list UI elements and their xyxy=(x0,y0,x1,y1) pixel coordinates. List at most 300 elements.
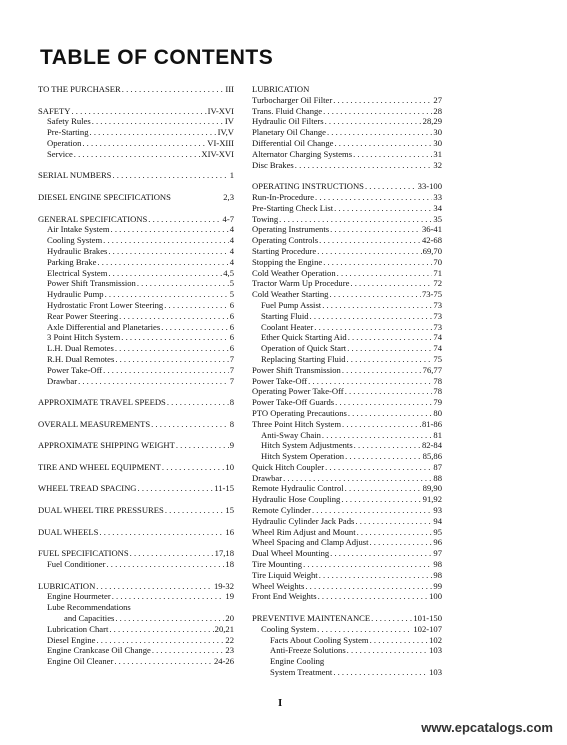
toc-entry-page: 18 xyxy=(225,559,234,570)
toc-entry[interactable] xyxy=(252,84,442,95)
toc-leader-dots xyxy=(122,84,225,95)
toc-entry-page: 15 xyxy=(225,505,234,516)
toc-spacer xyxy=(38,494,234,505)
toc-entry[interactable] xyxy=(252,278,442,289)
toc-spacer xyxy=(38,537,234,548)
toc-spacer xyxy=(38,160,234,171)
toc-leader-dots xyxy=(109,624,213,635)
toc-entry[interactable] xyxy=(252,559,442,570)
toc-entry[interactable] xyxy=(252,656,442,667)
toc-entry[interactable] xyxy=(252,106,442,117)
toc-entry[interactable] xyxy=(38,505,234,516)
toc-entry[interactable] xyxy=(38,224,234,235)
toc-entry[interactable] xyxy=(252,419,442,430)
toc-leader-dots xyxy=(318,591,429,602)
toc-entry-title: Hydraulic Cylinder Jack Pads xyxy=(252,515,355,526)
toc-entry-page: 102-107 xyxy=(413,623,442,634)
toc-entry[interactable] xyxy=(252,149,442,160)
toc-entry[interactable] xyxy=(38,289,234,300)
toc-entry-page: 31 xyxy=(433,148,442,159)
toc-entry-page: 89,90 xyxy=(422,483,442,494)
toc-entry-title: Hydraulic Hose Coupling xyxy=(252,494,341,505)
toc-leader-dots xyxy=(348,332,433,343)
toc-entry[interactable] xyxy=(38,419,234,430)
toc-entry[interactable] xyxy=(38,635,234,646)
toc-entry[interactable] xyxy=(38,235,234,246)
toc-entry[interactable] xyxy=(38,343,234,354)
toc-entry[interactable] xyxy=(38,376,234,387)
toc-entry-title: Tire Mounting xyxy=(252,559,303,570)
toc-entry-page: 70 xyxy=(433,256,442,267)
toc-entry-page: 93 xyxy=(433,505,442,516)
toc-entry-title: Lubrication Chart xyxy=(47,623,109,634)
toc-leader-dots xyxy=(303,559,432,570)
toc-entry-title: APPROXIMATE SHIPPING WEIGHT xyxy=(38,440,175,451)
toc-entry-title: Quick Hitch Coupler xyxy=(252,461,325,472)
toc-entry-page: 9 xyxy=(229,440,234,451)
toc-entry-page: 33-100 xyxy=(417,181,442,192)
toc-entry-page: III xyxy=(225,84,234,94)
toc-leader-dots xyxy=(341,494,421,505)
toc-spacer xyxy=(38,386,234,397)
toc-entry-title: Cooling System xyxy=(47,235,103,246)
toc-entry[interactable] xyxy=(38,397,234,408)
toc-entry-title: TIRE AND WHEEL EQUIPMENT xyxy=(38,461,161,472)
toc-leader-dots xyxy=(325,116,422,127)
toc-leader-dots xyxy=(345,451,422,462)
toc-entry[interactable] xyxy=(252,451,442,462)
toc-leader-dots xyxy=(322,300,432,311)
toc-entry-title: OPERATING INSTRUCTIONS xyxy=(252,181,364,192)
toc-entry-page: 101-150 xyxy=(413,613,442,624)
toc-entry[interactable] xyxy=(38,365,234,376)
toc-entry-title: SAFETY xyxy=(38,105,71,116)
toc-leader-dots xyxy=(78,376,229,387)
toc-entry[interactable] xyxy=(252,224,442,235)
toc-entry-page: 71 xyxy=(433,267,442,278)
toc-entry-page: 6 xyxy=(229,310,234,321)
toc-leader-dots xyxy=(97,257,228,268)
toc-spacer xyxy=(38,570,234,581)
toc-entry-page: 97 xyxy=(433,548,442,559)
toc-entry-title: Cooling System xyxy=(261,623,317,634)
toc-entry[interactable] xyxy=(252,116,442,127)
toc-entry[interactable] xyxy=(252,537,442,548)
toc-entry-page: 75 xyxy=(433,353,442,364)
toc-entry-page: 19-32 xyxy=(213,580,234,591)
toc-entry-title: and Capacities xyxy=(64,613,115,624)
toc-leader-dots xyxy=(329,289,420,300)
toc-entry-title: DIESEL ENGINE SPECIFICATIONS xyxy=(38,191,171,202)
toc-leader-dots xyxy=(115,354,228,365)
toc-entry-page: 10 xyxy=(225,461,234,472)
toc-entry[interactable] xyxy=(252,300,442,311)
toc-entry[interactable] xyxy=(252,386,442,397)
toc-entry-title: Fuel Pump Assist xyxy=(261,299,322,310)
toc-entry[interactable] xyxy=(38,116,234,127)
toc-entry-title: PTO Operating Precautions xyxy=(252,407,347,418)
toc-leader-dots xyxy=(314,322,432,333)
toc-leader-dots xyxy=(96,581,213,592)
toc-entry-title: Trans. Fluid Change xyxy=(252,105,323,116)
toc-leader-dots xyxy=(335,397,432,408)
toc-leader-dots xyxy=(345,386,433,397)
toc-entry-title: 3 Point Hitch System xyxy=(47,332,121,343)
toc-entry-page: 95 xyxy=(433,526,442,537)
toc-leader-dots xyxy=(74,149,201,160)
toc-entry-page: 6 xyxy=(229,332,234,343)
toc-left-column xyxy=(38,84,234,667)
toc-entry-page: 91,92 xyxy=(422,494,442,505)
toc-entry[interactable] xyxy=(38,278,234,289)
toc-entry[interactable] xyxy=(252,527,442,538)
toc-entry-title: Cold Weather Operation xyxy=(252,267,336,278)
toc-entry[interactable] xyxy=(38,84,234,95)
toc-entry-title: Replacing Starting Fluid xyxy=(261,353,346,364)
toc-entry-title: Wheel Spacing and Clamp Adjust xyxy=(252,537,369,548)
toc-entry-page: 79 xyxy=(433,397,442,408)
toc-entry-page: 23 xyxy=(225,645,234,656)
toc-entry-title: Rear Power Steering xyxy=(47,310,119,321)
toc-entry-page: 73 xyxy=(433,299,442,310)
toc-entry-title: Axle Differential and Planetaries xyxy=(47,321,161,332)
toc-entry-title: Power Shift Transmission xyxy=(252,364,341,375)
toc-entry-page: 73 xyxy=(433,321,442,332)
toc-entry[interactable] xyxy=(252,311,442,322)
toc-entry[interactable] xyxy=(38,591,234,602)
toc-leader-dots xyxy=(137,278,229,289)
toc-entry-page: 7 xyxy=(229,364,234,375)
toc-entry-title: Lube Recommendations xyxy=(47,602,131,613)
toc-entry-title: Power Take-Off xyxy=(252,375,308,386)
toc-entry-title: Operating Instruments xyxy=(252,224,330,235)
toc-entry-page: 27 xyxy=(433,94,442,105)
toc-leader-dots xyxy=(115,613,224,624)
toc-entry[interactable] xyxy=(252,635,442,646)
toc-entry-page: 11-15 xyxy=(214,483,234,494)
toc-leader-dots xyxy=(148,214,221,225)
toc-entry-title: Drawbar xyxy=(47,375,78,386)
toc-entry[interactable] xyxy=(38,548,234,559)
toc-entry[interactable] xyxy=(252,462,442,473)
toc-entry-title: Pre-Starting Check List xyxy=(252,202,334,213)
toc-entry[interactable] xyxy=(252,440,442,451)
toc-leader-dots xyxy=(99,527,224,538)
toc-entry[interactable] xyxy=(252,365,442,376)
toc-entry-title: Hydrostatic Front Lower Steering xyxy=(47,299,164,310)
toc-entry-title: Anti-Sway Chain xyxy=(261,429,321,440)
toc-entry[interactable] xyxy=(252,160,442,171)
toc-leader-dots xyxy=(315,192,432,203)
toc-entry[interactable] xyxy=(252,354,442,365)
toc-leader-dots xyxy=(337,268,433,279)
toc-entry[interactable] xyxy=(252,667,442,678)
toc-entry[interactable] xyxy=(252,289,442,300)
toc-leader-dots xyxy=(114,656,213,667)
toc-entry-title: Power Shift Transmission xyxy=(47,278,136,289)
toc-entry[interactable] xyxy=(252,613,442,624)
toc-entry[interactable] xyxy=(252,473,442,484)
toc-entry-title: Differential Oil Change xyxy=(252,137,334,148)
toc-entry[interactable] xyxy=(38,300,234,311)
toc-entry-page: 4 xyxy=(229,235,234,246)
toc-leader-dots xyxy=(108,268,222,279)
toc-entry[interactable] xyxy=(252,581,442,592)
toc-entry[interactable] xyxy=(252,332,442,343)
toc-entry-page: 82-84 xyxy=(421,440,442,451)
toc-entry-page: 73-75 xyxy=(421,289,442,300)
toc-entry-page: 5 xyxy=(229,278,234,289)
toc-entry-page: 22 xyxy=(225,634,234,645)
toc-spacer xyxy=(252,602,442,613)
toc-entry[interactable] xyxy=(38,440,234,451)
toc-entry[interactable] xyxy=(38,311,234,322)
toc-leader-dots xyxy=(305,581,432,592)
toc-entry-page: 102 xyxy=(429,634,442,645)
toc-leader-dots xyxy=(295,160,433,171)
toc-spacer xyxy=(38,95,234,106)
toc-leader-dots xyxy=(167,397,229,408)
toc-entry[interactable] xyxy=(38,192,234,203)
toc-entry[interactable] xyxy=(252,268,442,279)
toc-entry-page: 6 xyxy=(229,343,234,354)
toc-leader-dots xyxy=(92,116,224,127)
toc-entry-page: 8 xyxy=(229,418,234,429)
toc-entry[interactable] xyxy=(38,613,234,624)
toc-entry-title: Air Intake System xyxy=(47,224,110,235)
toc-entry[interactable] xyxy=(252,235,442,246)
toc-spacer xyxy=(38,430,234,441)
toc-entry-title: Operating Controls xyxy=(252,235,319,246)
toc-leader-dots xyxy=(342,419,421,430)
toc-entry[interactable] xyxy=(38,332,234,343)
toc-entry-page: 81-86 xyxy=(421,418,442,429)
toc-entry[interactable] xyxy=(38,624,234,635)
toc-entry[interactable] xyxy=(252,376,442,387)
toc-entry-title: DUAL WHEELS xyxy=(38,526,99,537)
toc-leader-dots xyxy=(369,537,432,548)
toc-entry[interactable] xyxy=(252,397,442,408)
toc-entry-title: Wheel Rim Adjust and Mount xyxy=(252,526,356,537)
toc-leader-dots xyxy=(319,570,433,581)
toc-leader-dots xyxy=(347,645,428,656)
toc-entry[interactable] xyxy=(38,559,234,570)
toc-entry-title: Starting Fluid xyxy=(261,310,309,321)
toc-entry[interactable] xyxy=(38,149,234,160)
toc-entry-title: DUAL WHEEL TIRE PRESSURES xyxy=(38,505,164,516)
toc-leader-dots xyxy=(312,505,432,516)
toc-entry-page: 28 xyxy=(433,105,442,116)
toc-entry[interactable] xyxy=(38,645,234,656)
toc-entry[interactable] xyxy=(252,570,442,581)
toc-entry-page: 7 xyxy=(229,353,234,364)
toc-entry-title: Front End Weights xyxy=(252,591,317,602)
toc-entry[interactable] xyxy=(252,127,442,138)
toc-entry[interactable] xyxy=(252,645,442,656)
toc-entry-title: LUBRICATION xyxy=(38,580,96,591)
toc-entry[interactable] xyxy=(38,483,234,494)
toc-leader-dots xyxy=(176,440,229,451)
toc-entry-page: 69,70 xyxy=(422,245,442,256)
toc-entry[interactable] xyxy=(252,192,442,203)
toc-leader-dots xyxy=(308,376,432,387)
toc-entry-page: 98 xyxy=(433,569,442,580)
toc-entry-page: 96 xyxy=(433,537,442,548)
toc-entry-page: 72 xyxy=(433,278,442,289)
toc-entry[interactable] xyxy=(252,430,442,441)
toc-entry-title: Engine Oil Cleaner xyxy=(47,656,114,667)
toc-leader-dots xyxy=(279,214,432,225)
toc-entry-title: Hydraulic Brakes xyxy=(47,245,108,256)
toc-entry[interactable] xyxy=(252,214,442,225)
page-number: I xyxy=(278,697,283,709)
toc-entry[interactable] xyxy=(252,181,442,192)
toc-entry-page: 6 xyxy=(229,299,234,310)
toc-leader-dots xyxy=(103,235,229,246)
toc-entry-page: 36-41 xyxy=(421,224,442,235)
toc-leader-dots xyxy=(112,591,225,602)
toc-entry-title: Engine Cooling xyxy=(270,656,325,667)
toc-entry[interactable] xyxy=(38,257,234,268)
toc-leader-dots xyxy=(310,311,433,322)
toc-entry[interactable] xyxy=(252,505,442,516)
toc-entry[interactable] xyxy=(38,246,234,257)
toc-entry-page: IV-XVI xyxy=(207,105,234,116)
toc-entry-page: 1 xyxy=(229,170,234,181)
toc-entry-title: GENERAL SPECIFICATIONS xyxy=(38,213,148,224)
toc-entry[interactable] xyxy=(252,548,442,559)
toc-entry-page: 19 xyxy=(225,591,234,602)
toc-entry[interactable] xyxy=(38,127,234,138)
toc-leader-dots xyxy=(347,354,433,365)
toc-spacer xyxy=(38,451,234,462)
toc-entry-title: Cold Weather Starting xyxy=(252,289,329,300)
toc-spacer xyxy=(252,170,442,181)
toc-entry[interactable] xyxy=(252,138,442,149)
toc-entry[interactable] xyxy=(38,268,234,279)
toc-entry-title: FUEL SPECIFICATIONS xyxy=(38,548,129,559)
toc-entry[interactable] xyxy=(38,170,234,181)
toc-entry[interactable] xyxy=(38,527,234,538)
toc-entry-title: Hitch System Operation xyxy=(261,451,345,462)
toc-entry[interactable] xyxy=(252,591,442,602)
toc-entry-page: 34 xyxy=(433,202,442,213)
toc-entry[interactable] xyxy=(252,257,442,268)
toc-entry[interactable] xyxy=(38,656,234,667)
toc-entry[interactable] xyxy=(38,354,234,365)
toc-entry[interactable] xyxy=(38,214,234,225)
toc-entry-title: Remote Cylinder xyxy=(252,505,311,516)
toc-entry-page: 100 xyxy=(429,591,442,602)
toc-entry-page: 7 xyxy=(229,375,234,386)
toc-leader-dots xyxy=(71,106,206,117)
toc-leader-dots xyxy=(365,181,417,192)
toc-leader-dots xyxy=(90,127,217,138)
toc-entry[interactable] xyxy=(252,483,442,494)
toc-entry[interactable] xyxy=(252,624,442,635)
toc-leader-dots xyxy=(323,106,432,117)
toc-entry-page: 2,3 xyxy=(223,191,234,202)
toc-entry-title: LUBRICATION xyxy=(252,84,310,94)
toc-entry-title: Electrical System xyxy=(47,267,108,278)
toc-entry-page: 32 xyxy=(433,159,442,170)
toc-entry-page: 6 xyxy=(229,321,234,332)
toc-leader-dots xyxy=(348,408,433,419)
toc-leader-dots xyxy=(354,440,421,451)
toc-leader-dots xyxy=(334,203,432,214)
toc-entry[interactable] xyxy=(252,246,442,257)
toc-entry-title: Parking Brake xyxy=(47,256,97,267)
toc-entry-page: 76,77 xyxy=(422,364,442,375)
toc-entry-page: 4 xyxy=(229,256,234,267)
toc-entry-title: OVERALL MEASUREMENTS xyxy=(38,418,151,429)
toc-entry[interactable] xyxy=(252,516,442,527)
toc-leader-dots xyxy=(119,311,229,322)
toc-entry-page: 103 xyxy=(429,667,442,678)
toc-leader-dots xyxy=(357,527,433,538)
toc-entry-title: Starting Procedure xyxy=(252,245,317,256)
toc-entry-title: SERIAL NUMBERS xyxy=(38,170,112,181)
toc-entry-title: Run-In-Procedure xyxy=(252,191,315,202)
toc-entry-title: Turbocharger Oil Filter xyxy=(252,94,333,105)
toc-spacer xyxy=(38,516,234,527)
toc-leader-dots xyxy=(355,516,432,527)
toc-entry-page: 30 xyxy=(433,137,442,148)
toc-entry-page: 80 xyxy=(433,407,442,418)
toc-entry[interactable] xyxy=(252,408,442,419)
toc-leader-dots xyxy=(162,462,224,473)
toc-entry[interactable] xyxy=(252,322,442,333)
toc-entry-page: 20,21 xyxy=(214,623,234,634)
toc-entry-title: L.H. Dual Remotes xyxy=(47,343,114,354)
toc-entry-title: R.H. Dual Remotes xyxy=(47,353,115,364)
toc-leader-dots xyxy=(115,343,229,354)
toc-entry[interactable] xyxy=(38,322,234,333)
toc-entry-title: Drawbar xyxy=(252,472,283,483)
toc-entry-title: Power Take-Off xyxy=(47,364,103,375)
toc-entry-title: Power Take-Off Guards xyxy=(252,397,335,408)
toc-leader-dots xyxy=(112,170,228,181)
toc-leader-dots xyxy=(152,645,225,656)
toc-leader-dots xyxy=(345,483,422,494)
toc-leader-dots xyxy=(323,257,432,268)
toc-entry-page: 87 xyxy=(433,461,442,472)
toc-entry[interactable] xyxy=(38,462,234,473)
toc-entry[interactable] xyxy=(252,95,442,106)
toc-entry[interactable] xyxy=(38,138,234,149)
toc-entry[interactable] xyxy=(252,203,442,214)
toc-entry-title: Operation of Quick Start xyxy=(261,343,347,354)
toc-entry-title: WHEEL TREAD SPACING xyxy=(38,483,137,494)
toc-leader-dots xyxy=(165,505,225,516)
toc-leader-dots xyxy=(342,365,422,376)
toc-entry-title: Pre-Starting xyxy=(47,127,89,138)
toc-leader-dots xyxy=(103,365,229,376)
toc-entry[interactable] xyxy=(38,602,234,613)
toc-leader-dots xyxy=(164,300,228,311)
toc-entry-title: Fuel Conditioner xyxy=(47,559,106,570)
toc-entry-title: TO THE PURCHASER xyxy=(38,84,121,94)
toc-entry[interactable] xyxy=(38,106,234,117)
toc-entry[interactable] xyxy=(38,581,234,592)
toc-entry-page: 24-26 xyxy=(213,656,234,667)
toc-leader-dots xyxy=(333,95,432,106)
toc-entry[interactable] xyxy=(252,343,442,354)
toc-entry-page: 81 xyxy=(433,429,442,440)
toc-entry[interactable] xyxy=(252,494,442,505)
toc-leader-dots xyxy=(371,613,412,624)
toc-entry-page: 73 xyxy=(433,310,442,321)
